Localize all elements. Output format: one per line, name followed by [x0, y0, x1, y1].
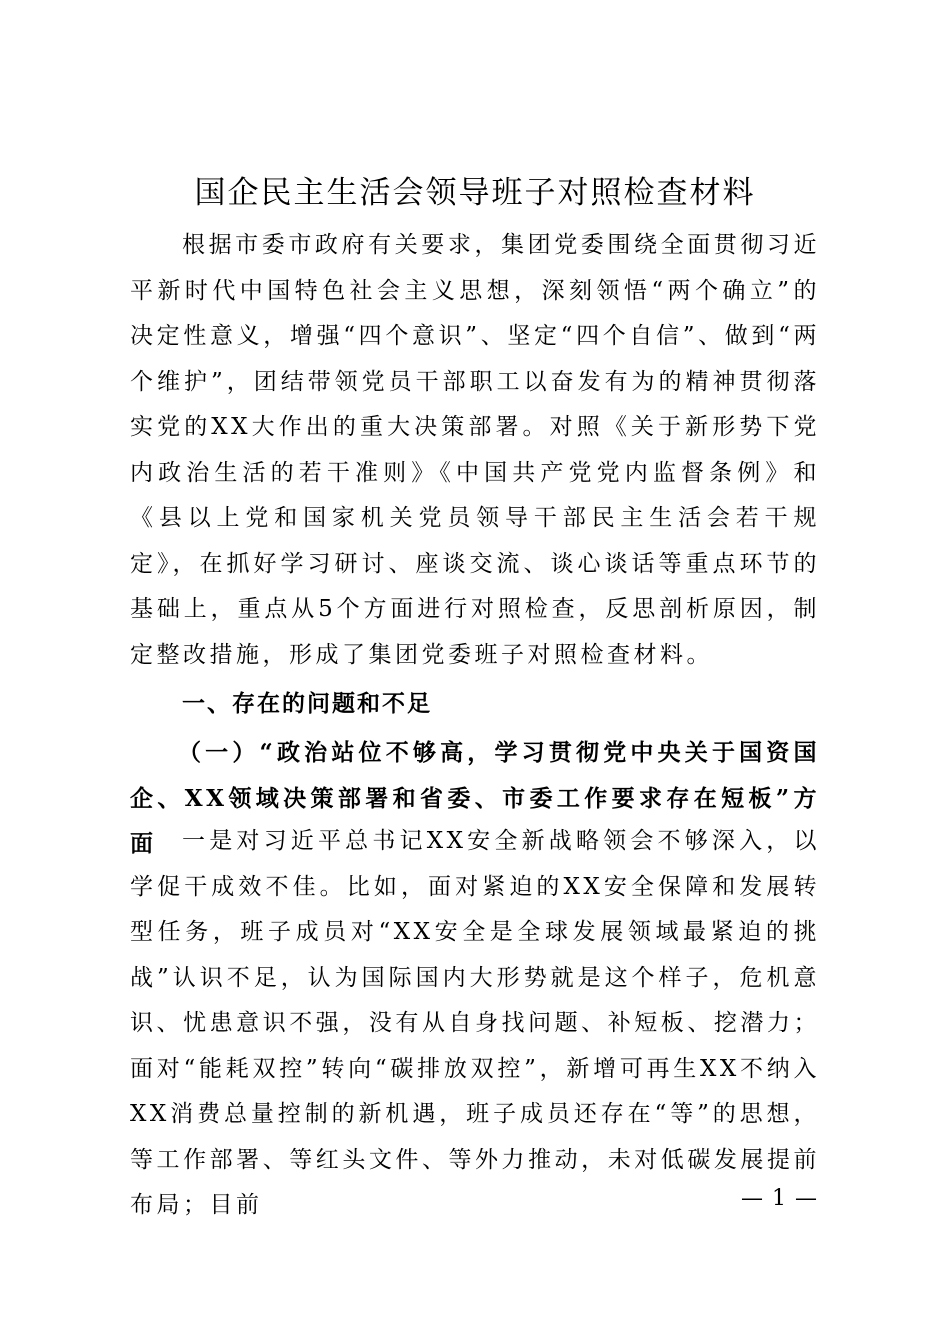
document-title: 国企民主生活会领导班子对照检查材料 — [194, 175, 756, 211]
intro-paragraph: 根据市委市政府有关要求，集团党委围绕全面贯彻习近平新时代中国特色社会主义思想，深刻领悟“两个确立”的决定性意义，增强“四个意识”、坚定“四个自信”、做到“两个维护”，团结带领党员干部职工以奋发有为的精神贯彻落实党的XX大作出的重大决策部署。对照《关于新形势下党内政治生活的若干准则》《中国共产党党内监督条例》和《县以上党和国家机关党员领导干部民主生活会若干规定》，在抓好学习研讨、座谈交流、谈心谈话等重点环节的基础上，重点从5个方面进行对照检查，反思剖析原因，制定整改措施，形成了集团党委班子对照检查材料。 — [130, 232, 820, 668]
page-number: — 1 — — [741, 1186, 818, 1211]
body-paragraph: 一是对习近平总书记XX安全新战略领会不够深入，以学促干成效不佳。比如，面对紧迫的XX安全保障和发展转型任务，班子成员对“XX安全是全球发展领域最紧迫的挑战”认识不足，认为国际国内大形势就是这个样子，危机意识、忧患意识不强，没有从自身找问题、补短板、挖潜力；面对“能耗双控”转向“碳排放双控”，新增可再生XX不纳入XX消费总量控制的新机遇，班子成员还存在“等”的思想，等工作部署、等红头文件、等外力推动，未对低碳发展提前布局；目前 — [130, 828, 820, 1218]
subsection-heading: （一）“政治站位不够高，学习贯彻党中央关于国资国企、XX领域决策部署和省委、市委工作要求存在短板”方面 — [130, 739, 820, 857]
section-heading: 一、存在的问题和不足 — [182, 691, 432, 717]
